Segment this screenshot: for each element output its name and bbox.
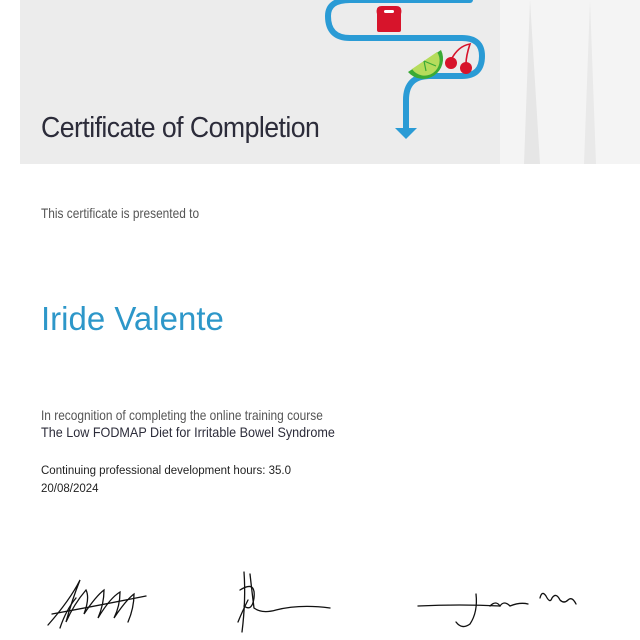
recognition-text: In recognition of completing the online training course bbox=[41, 407, 323, 423]
presented-text: This certificate is presented to bbox=[41, 205, 200, 221]
course-title: The Low FODMAP Diet for Irritable Bowel Syndrome bbox=[41, 424, 335, 440]
recipient-name: Iride Valente bbox=[41, 300, 224, 337]
cpd-hours: Continuing professional development hours: 35.0 bbox=[41, 465, 291, 477]
signature-2 bbox=[238, 572, 330, 632]
certificate-title: Certificate of Completion bbox=[41, 112, 320, 144]
signature-3 bbox=[418, 593, 576, 626]
completion-date: 20/08/2024 bbox=[41, 483, 99, 495]
signature-1 bbox=[48, 580, 146, 628]
